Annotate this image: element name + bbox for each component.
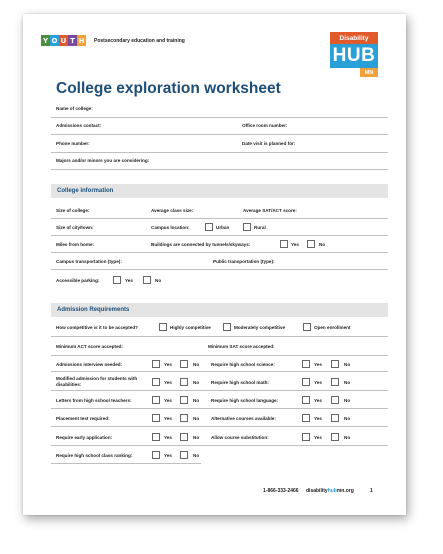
label-no: No	[193, 416, 200, 421]
label-yes: Yes	[164, 380, 172, 385]
math-yes-checkbox[interactable]	[302, 378, 310, 386]
early-yes-checkbox[interactable]	[152, 433, 160, 441]
divider	[51, 336, 388, 337]
label-placement-test: Placement test required:	[56, 416, 110, 421]
label-avg-class-size: Average class size:	[151, 208, 194, 213]
label-no: No	[344, 416, 351, 421]
science-no-checkbox[interactable]	[331, 360, 339, 368]
placement-yes-checkbox[interactable]	[152, 414, 160, 422]
science-yes-checkbox[interactable]	[302, 360, 310, 368]
open-enrollment-checkbox[interactable]	[303, 323, 311, 331]
label-public-transport: Public transportation (type):	[213, 259, 275, 264]
label-phone: Phone number:	[56, 141, 90, 146]
divider	[51, 218, 388, 219]
divider	[51, 117, 388, 118]
divider	[51, 390, 388, 391]
alternative-no-checkbox[interactable]	[331, 414, 339, 422]
section-heading: College information	[57, 188, 114, 194]
page-title: College exploration worksheet	[56, 80, 281, 97]
label-competitive-question: How competitive is it to be accepted?	[56, 325, 138, 330]
label-campus-transport: Campus transportation (type):	[56, 259, 122, 264]
divider	[51, 152, 388, 153]
divider	[51, 355, 388, 356]
label-avg-sat: Average SAT/ACT score:	[243, 208, 297, 213]
divider	[51, 235, 388, 236]
label-no: No	[193, 362, 200, 367]
interview-yes-checkbox[interactable]	[152, 360, 160, 368]
label-no: No	[193, 380, 200, 385]
footer-site-prefix: disability	[306, 488, 328, 494]
footer-site-suffix: mn.org	[336, 488, 354, 494]
worksheet-page	[23, 14, 406, 515]
modified-yes-checkbox[interactable]	[152, 378, 160, 386]
label-date-visit: Date visit is planned for:	[242, 141, 296, 146]
label-office-room: Office room number:	[242, 123, 288, 128]
label-yes: Yes	[314, 398, 322, 403]
alternative-yes-checkbox[interactable]	[302, 414, 310, 422]
section-college-information	[51, 184, 388, 198]
label-no: No	[344, 380, 351, 385]
label-min-act: Minimum ACT score accepted:	[56, 344, 123, 349]
divider	[51, 252, 388, 253]
label-modified-admission: Modified admission for students with disabilities:	[56, 376, 138, 387]
placement-no-checkbox[interactable]	[180, 414, 188, 422]
parking-no-checkbox[interactable]	[143, 276, 151, 284]
page-number: 1	[370, 488, 373, 494]
label-yes: Yes	[314, 362, 322, 367]
label-tunnels: Buildings are connected by tunnels/skyways:	[151, 242, 251, 247]
label-alternative-courses: Alternative courses available:	[211, 416, 276, 421]
modified-no-checkbox[interactable]	[180, 378, 188, 386]
label-no: No	[344, 362, 351, 367]
label-size-city: Size of city/town:	[56, 225, 94, 230]
label-yes: Yes	[164, 416, 172, 421]
tunnels-no-checkbox[interactable]	[307, 240, 315, 248]
substitution-yes-checkbox[interactable]	[302, 433, 310, 441]
letters-yes-checkbox[interactable]	[152, 396, 160, 404]
language-no-checkbox[interactable]	[331, 396, 339, 404]
label-yes: Yes	[314, 435, 322, 440]
youth-letter-o: O	[51, 36, 58, 45]
footer-phone: 1-866-333-2466	[263, 488, 299, 494]
youth-letter-t: T	[68, 35, 77, 46]
label-hs-language: Require high school language:	[211, 398, 279, 403]
youth-letter-y: Y	[42, 36, 49, 45]
label-yes: Yes	[291, 242, 299, 247]
label-admissions-contact: Admissions contact:	[56, 123, 102, 128]
highly-competitive-checkbox[interactable]	[159, 323, 167, 331]
label-admissions-interview: Admissions interview needed:	[56, 362, 123, 367]
divider	[51, 445, 388, 446]
label-no: No	[193, 453, 200, 458]
label-no: No	[344, 398, 351, 403]
ranking-yes-checkbox[interactable]	[152, 451, 160, 459]
youth-letter-u: U	[60, 36, 67, 45]
label-yes: Yes	[314, 416, 322, 421]
label-highly-competitive: Highly competitive	[170, 325, 211, 330]
ranking-no-checkbox[interactable]	[180, 451, 188, 459]
label-early-application: Require early application:	[56, 435, 113, 440]
logo-disability-text: Disability	[330, 32, 378, 44]
label-campus-location: Campus location:	[151, 225, 190, 230]
label-no: No	[319, 242, 326, 247]
label-majors: Majors and/or minors you are considering:	[56, 158, 150, 163]
label-min-sat: Minimum SAT score accepted:	[208, 344, 275, 349]
label-yes: Yes	[164, 398, 172, 403]
divider	[51, 269, 388, 270]
label-no: No	[193, 398, 200, 403]
label-size-of-college: Size of college:	[56, 208, 90, 213]
label-yes: Yes	[125, 278, 133, 283]
language-yes-checkbox[interactable]	[302, 396, 310, 404]
label-yes: Yes	[164, 435, 172, 440]
label-urban: Urban	[216, 225, 230, 230]
label-no: No	[155, 278, 162, 283]
label-class-ranking: Require high school class ranking:	[56, 453, 133, 458]
rural-checkbox[interactable]	[243, 223, 251, 231]
youth-logo	[41, 35, 86, 46]
youth-letter-h: H	[78, 36, 85, 45]
divider	[51, 408, 388, 409]
divider	[51, 426, 388, 427]
label-hs-science: Require high school science:	[211, 362, 275, 367]
label-yes: Yes	[164, 453, 172, 458]
label-name-of-college: Name of college:	[56, 106, 93, 111]
header-subtitle: Postsecondary education and training	[94, 37, 185, 44]
label-hs-math: Require high school math:	[211, 380, 269, 385]
logo-mn-tag: MN	[360, 68, 378, 77]
label-yes: Yes	[314, 380, 322, 385]
early-no-checkbox[interactable]	[180, 433, 188, 441]
moderately-competitive-checkbox[interactable]	[223, 323, 231, 331]
label-rural: Rural	[254, 225, 266, 230]
substitution-no-checkbox[interactable]	[331, 433, 339, 441]
section-admission-requirements	[51, 303, 388, 317]
section-heading: Admission Requirements	[57, 307, 130, 313]
youth-header	[41, 35, 185, 46]
urban-checkbox[interactable]	[205, 223, 213, 231]
label-no: No	[344, 435, 351, 440]
label-letters-teachers: Letters from high school teachers:	[56, 398, 132, 403]
divider	[51, 463, 201, 464]
label-no: No	[193, 435, 200, 440]
label-miles-home: Miles from home:	[56, 242, 95, 247]
label-open-enrollment: Open enrollment	[314, 325, 351, 330]
label-yes: Yes	[164, 362, 172, 367]
footer-site-hub: hub	[327, 488, 337, 494]
label-accessible-parking: Accessible parking:	[56, 278, 100, 283]
divider	[51, 169, 388, 170]
disability-hub-logo	[330, 32, 378, 84]
tunnels-yes-checkbox[interactable]	[280, 240, 288, 248]
divider	[51, 134, 388, 135]
interview-no-checkbox[interactable]	[180, 360, 188, 368]
label-moderately-competitive: Moderately competitive	[234, 325, 286, 330]
letters-no-checkbox[interactable]	[180, 396, 188, 404]
logo-hub-text: HUB	[330, 44, 378, 68]
math-no-checkbox[interactable]	[331, 378, 339, 386]
divider	[51, 371, 388, 372]
footer-website[interactable]	[306, 488, 354, 494]
label-course-substitution: Allow course substitution:	[211, 435, 269, 440]
parking-yes-checkbox[interactable]	[113, 276, 121, 284]
